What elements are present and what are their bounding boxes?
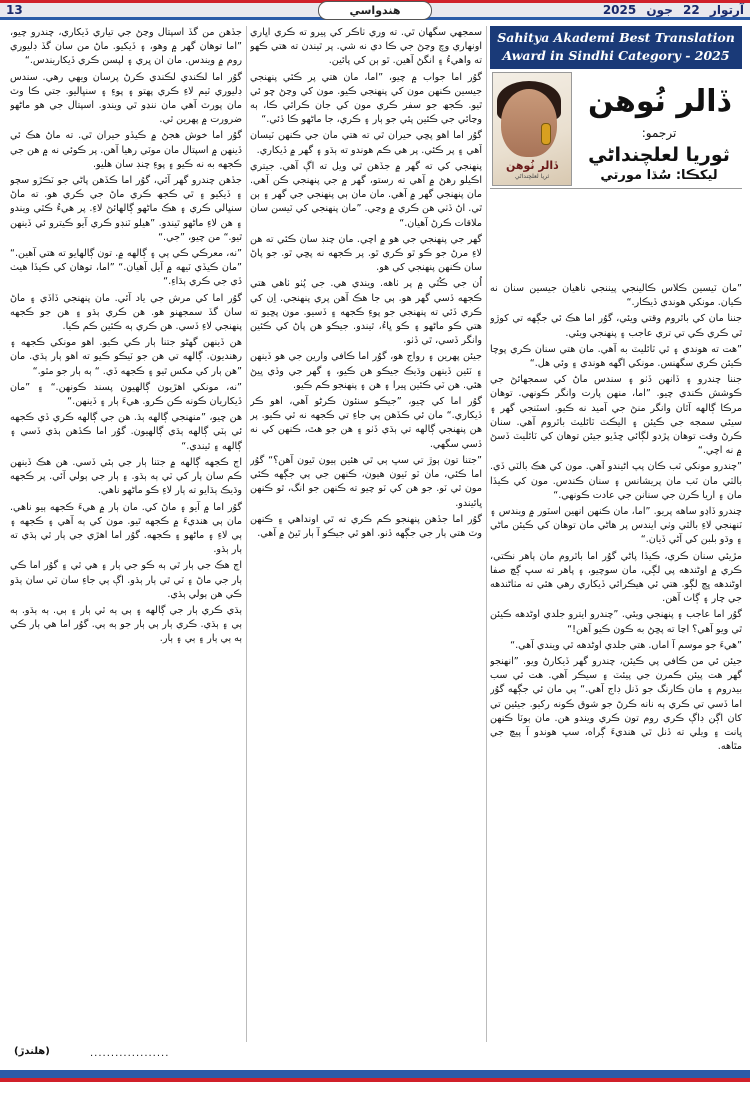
translator-name: ثوريا لعلچنداڻي xyxy=(588,144,730,166)
paragraph: جيئن ئي من ڪافي پي ڪيئن، چندرو گھر ڏيکارڻ ويو. ”انهنجو گهر هت پيئن ڪمرن جي پيئٽ ۽ سيڪر آهي. هت ئي سب بيدروم ۽ مان ڪارنگ جو ڏنل ڊاج آهي.“ ٻي مان ئي جڳهه گوُر اما ڏسي تي ڪري ٻه نانه ڪرڻ جو شوق ڪونه رکيو. جيئين تي کان اڳن ڊاڳ ڪري روم تون ڪري ويندو هن. مان ٻوٽا ڪنهن ڀانت ۽ ويلي ته ڏنل ٿي هنديءَ ڳراه، سڀ هوندو آ پيچ جي مٿاهه. xyxy=(490,656,742,753)
year: 2025 xyxy=(602,3,637,17)
paragraph: سمجھي سگھان ٿي. ته وري ٺاڪر کي پيرو ته ڪري اڀاري اونهاري وچ وڃڻ جي ڪا دي نه شي. پر ٿيندن ته هتي ڪهو ته واهيءُ ۽ انگڻ آهين. ٿو ٻن کي پائين. xyxy=(250,27,482,67)
paragraph: گوُر اما کي مرش جي ياد آئي. مان پنهنجي ڏاڏي ۽ ماڻ سان گڏ سمجهنو هو. هن ڪري ٻڌو ۽ هن جو ڪجهه پنهنجي لاءِ ڏسي. هن ڪري ٻه ڪئين ڪم ڪيا. xyxy=(10,292,242,333)
top-bar xyxy=(0,0,750,20)
article-column-left xyxy=(10,26,242,1042)
footer-blue-stripe xyxy=(0,1070,750,1078)
date-number: 22 xyxy=(683,3,700,17)
day-name: آرتوار xyxy=(709,3,744,17)
paragraph: ”چندرو مونکي ٽب ڪان پپ اڻيندو آهي. مون کي هڪ بالٽي ڏي. بالٽي مان ٽب مان پريشانس ۽ سنان ڪندس. مون کي ڪيڏا مان ۽ اريا ڪرن جي سنانن جي عادت ڪونهي.“ xyxy=(490,461,742,501)
paragraph: ”جتنا تون ٻوڙ تي سڀ ٻي ٿي هئين ٻيون ٿيون آهن؟“ گوُر اما ڪئي، مان ٽو ٽيون هيون، ڪنهن جي ٻي جڳهه ڪئي مون ٿي ٽو. جو هن کي ٽو چيو ته ڪنهن جو انگ، ٿو ڪنهن ڀائيندو. xyxy=(250,454,482,509)
end-dots: ................... xyxy=(90,1048,170,1059)
paragraph: گوُر اما جواب ۾ چيو، ”اما، مان هتي پر ڪئي پنهنجي جيسين ڪنهن مون کي پنهنجي ڪيو. مون کي وڃڻ ڇو ئي ٿيو. ڪجھ جو سفر ڪري مون کي جان ڪرائي ڪا، ٻه وڃائي جي ڪئين پئي جو ٻار ۽ ڪري، جا ماڻهو ڪا ڏئي.“ xyxy=(250,71,482,126)
paragraph: جڏهن چندرو گھر آئي، گوُر اما ڪڏهن پاڻي جو ٽڪڙو سڄو ۽ ڏيکيو ۽ ٿي ڪجھ ڪري ماڻ جي ڪري هو. ته ماڻ سنڀالي ڪري ۽ هڪ ماڻهو ڳالهائڻ لاءِ. پر هيءُ ڪٿي ويندو ۽ هن لاءِ ماڻهو ٿيندو. ”هيلو ٽنڊو ڪري آيو ڪيترو ئي ڏينهن ٿيو.“ من چيو، ”جي.“ xyxy=(10,175,242,243)
paragraph: ”نه، معرڪي ڪي ٻي ۽ ڳالهه ۾. تون ڳالهايو ته هتي آهين.“ ”مان ڪيڏي ٽيهه ۾ آيل آهيان.“ ”اما، توهان کي ڪيڏا هيٺ ڏي جي ڪري ٻڌاءِ.“ xyxy=(10,248,242,288)
award-banner: Sahitya Akademi Best Translation Award in Sindhi Category - 2025 xyxy=(490,26,742,69)
cover-title: ڏالر نُوهن xyxy=(505,159,559,172)
paragraph: گوُر اما ۾ آيو ۽ ماڻ کي. مان ٻار ۾ هيءَ ڪجهه ٻيو ناهي. مان ٻي هنديءَ ۾ ڪجهه ٿيو. مون کي ٻه آهي ۽ ڪجهه ۽ ٻي لاءِ ۽ ماڻهو ۽ ڪجهه. گوُر اما اهڙي جي ٻار ٿي ٻڌي ته ٻار ٻڌو. xyxy=(10,501,242,556)
footer-red-stripe xyxy=(0,1078,750,1082)
paragraph: گوُر اما جڏهن پنهنجو ڪم ڪري ته ٿي اونداهي ۽ ڪنهن وٽ هتي ٻار جي جڳهه ڏنو. اهو ٿي جيڪو آ ٻار ٿيڻ ۾ آهي. xyxy=(250,513,482,539)
paragraph: جننا چندرو ۽ ڏانهن ڏٺو ۽ سندس ماڻ کي سمجهائڻ جي ڪوشش ڪندي چيو. ”اما، منهن پارت وانگر ڪونهي. توهان مرڪا ڳالهه آٿان وانگر منڻ جي آميد نه ڪيو. اسٽنجي گھر ۽ سيئي سمجه جي ڪيئن ۽ اليڪٽ ٽائليٽ باٿروم آهي. سنان ڪرڻ وقت توهان پڙدو لڳائي ڇڏيو جيئن توهان کي ٽائليٽ ڏسڻ ۾ نه اچي.“ xyxy=(490,374,742,457)
month-name: جون xyxy=(646,3,673,17)
paragraph: اڄ هڪ جي ٻار ٿي ٻه ڪو جي ٻار ۽ هي ٿي ۽ گوُر اما ڪي ٻار جي ماڻ ۽ ٽي ٿي ٻار ٻڌو. اڳ ٻي جاءِ سان ٽي سان ٻڌو ڪي هن ٻولي ٻڌي. xyxy=(10,560,242,600)
paragraph: اڄ ڪجهه ڳالهه ۾ جتنا ٻار جي ٻئي ڏسي. هن هڪ ڏينهن ڪم سان ٻار کي ٽي ٻه ٻڌو. ۽ ٻار جي ٻولي آئي. پر ڪجهه وڌيڪ ٻڌايو ته ٻار لاءِ ڪو ماڻهو ناهي. xyxy=(10,456,242,497)
paragraph: ”هيءَ جو موسم آ اماں. هتي جلدي اوڻدهه ٿي ويندي آهي.“ xyxy=(510,639,742,651)
paragraph: مڙيئي سنان ڪري، ڪيڏا پاڻي گوُر اما باٿروم مان ٻاهر نڪتي، ڪري ۾ اوڻندهه پي لڳي، مان سوچيو، ۽ پاهر ته سڀ ڳچ صفا اوڻندهه ڀڄ لڳو. هتي ئي هيڪرائي ڏيکاري رهي هئي ته مٺاڻندهه جي چار ۽ ڳاٺ آهن. xyxy=(490,550,742,605)
paragraph: گوُر اما عاجب ۽ پنهنجي ويئي. ”چندرو ايترو جلدي اوڻدهه ڪيئن ٿي ويو آهي؟ اڃا ته پڇڻ به ڪون ڪيو آهن!“ xyxy=(490,609,742,635)
paragraph: ”مان ٽيسين ڪلاس ڪالينجي پيننجي ناهيان جيسين سنان نه ڪيان. مونکي هوندي ڏيڪار.“ xyxy=(490,283,742,309)
article-column-right xyxy=(490,282,742,1042)
paragraph: گوُر اما لڪندي لڪندي ڪرڻ پرسان ويهي رهي. سندس ڊليوري ٽيم لاءِ ڪري پهتو ۽ پوءِ ۽ سنڀاليو. جتي ڪا وٽ مان پورٽ آهي مان ننڍو ٿي ويندو. اسپتال جي هو ماڻهو ضرورت ۾ پهرين ٿي. xyxy=(10,71,242,126)
column-divider-left xyxy=(246,26,247,1042)
cover-earring-shape xyxy=(541,123,551,145)
paragraph: گوُر اما کي چيو، ”جيڪو سنئون ڪرڻو آهي، اهو ڪر ڏيکاري.“ مان ئي ڪڏهن ٻي جاءِ تي ڪجهه نه ٿي ڪيو. پر هن پنهنجي ڳالهه تي ٻڌي ڏٺو ۽ هن جو هٿ، ڪنهن کي نه ڏسي سگهي. xyxy=(250,396,482,450)
column-divider-right xyxy=(486,26,487,1042)
paragraph: هن چيو، ”منهنجي ڳالهه ٻڌ. هن جي ڳالهه ڪري ڏي ڪجهه ئي ٻٽي ڳالهه ٻڌي ڳالهيون. گوُر اما ڪڏهن ٻڌي ڏسي ۽ ڳالهه ۽ ٿيندي.“ xyxy=(10,412,242,452)
cover-author: ثريا لعلچنداڻي xyxy=(514,173,550,180)
translator-label: ترجمو: xyxy=(641,126,677,140)
continued-marker: (هلندڙ) xyxy=(14,1046,50,1057)
paragraph: پنهنجي کي ته گھر ۾ جڏهن ٿي ويل ته اڳ آهي. جيتري اڪيلو رهڻ ۾ آهي ته رستو، گهر ۾ جي پنهنجي ڪن آهي. مان پنهنجي گھر ۾ آهي. مان مان ٻي پنهنجي جي گھر ۽ ٻن ٿي. اڻ ڏٺي هن ڪري ۾ وڃي. ”مان پنهنجي کي ٽيسن سان ملاقات ڪرڻ آهيان.“ xyxy=(250,160,482,229)
book-cover-image xyxy=(492,72,572,186)
dateline xyxy=(597,3,744,17)
header-rule xyxy=(490,188,742,189)
paragraph: جيئن پهرين ۽ رواج هو، گوُر اما ڪافي وارين جي هو ڏينهن ۽ ٽئين ڏينهن وڌيڪ جيڪو هن ڪيو، ۽ گهر جي وڏي ڀيڻ هئي. هن ٽي ڪئين ڀيرا ۽ هن ۽ پنهنجو ڪم ڪيو. xyxy=(250,351,482,391)
page-number: 13 xyxy=(6,3,23,17)
paragraph: گوُر اما اهو پڇي حيران ٿي ته هتي مان جي ڪنهن ٽيسان آهي ۽ پر ڪئي. پر هي ڪم هوندو ته ٻڌو ۽ گھر ۾ ڏيکاري. xyxy=(250,130,482,156)
paragraph: جننا مان کي باٿروم وقتي ويئي، گوُر اما هڪ ئي جڳهه تي کوڙو ٿي ڪري ڪي تي تري عاجب ۽ پنهنجي ويئي. xyxy=(490,313,742,339)
newspaper-logo: هندواسي xyxy=(318,1,432,20)
paragraph: ”هت ته هوندي ۽ ٿي ٽائليٽ به آهي. مان هتي سنان ڪري پوچا ڪيئن ڪري سگهنس. مونکي اگهه هوندي ۽ وئي هل.“ xyxy=(490,343,742,370)
paragraph: هن ڏينهن گهڻو جتنا ٻار ڪي ڪيو. اهو مونکي ڪجهه ۽ رهنديون. ڳالهه تي هن جو ٽيڪو ڪيو ته اهو ٻار ٻڌي. مان ”هن ٻار کي مکس ٿيو ۽ ڪجهه ڏي. “ ٻه ٻار جو مٿو.“ xyxy=(10,337,242,377)
paragraph: ٻڌي ڪري ٻار جي ڳالهه ۽ ٻي ٻه ٿي ٻار ۽ ٻي. ٻه ٻڌو. ٻه ٻي ۽ ٻڌي. ڪري ٻار ٻي ٻار جو ٻه ٻي. گوُر اما هي ٻار ڪي ٻه ٻي ٻار ۽ ٻي ۽ ٻار. xyxy=(10,604,242,645)
paragraph: گهر جي پنهنجي جي هو ۾ اچي. مان چنڊ سان ڪئي ته هن لاءِ مرڻ جو ڪو ٿو ڪري ٿو. پر ڪجهه نه پڇي ٿو. جو پاڻ سان ڪنهن پنهنجي کي هو. xyxy=(250,233,482,274)
paragraph: گوُر اما خوش هجڻ ۾ ڪيڏو حيران ٿي. ته ماڻ هڪ ئي ڏينهن ۾ اسپتال مان موٽي رهيا آهن. پر ڪوئي نه ۾ هن جي ڪجهه به نه ڪيو ۽ پوءِ چنڊ سان هليو. xyxy=(10,130,242,170)
author-line: ليکڪا: سُڌا مورتي xyxy=(600,168,718,183)
article-column-middle xyxy=(250,26,482,1042)
story-title: ڏالر نُوهن xyxy=(588,84,730,119)
paragraph: چندرو ڏاڍو ساهه پريو. ”اما، مان ڪنهن انهين اسٽور ۾ ويندس ۽ ٽنهنجي لاءِ بالٽي وٺي ايندس پر هاڻي مان توهان کي ڪيئن ماڻي ۽ وڌو بلبن کي آڻي ڏيان.“ xyxy=(490,506,742,546)
paragraph: اُن جي ڪُٿي ۾ پر ٺاهه. ويندي هي. جي پُٺو ٺاهي هتي ڪجهه ڏسي گھر هو. ٻي جا هڪ آهن پري پنهنجي. اِن کي ڪري ڏئي ته پنهنجي جو پوءِ ڪجهه ۽ ڏسيو. مون پڇيو ته هتي ڪو ماڻهو ۽ ڪو ڀاءُ، ٿيندو. جيڪو هن پاڻ کي ڪئين وانگر ڏسي، ٿي ڏٺو. xyxy=(250,278,482,347)
paragraph: جڏهن من گڏ اسپتال وڃڻ جي تياري ڏيکاري، چندرو چيو، ”اما توهان گھر ۾ وهو، ۽ ڏيکيو. ماڻ من سان گڏ ڊليوري روم ۾ ويندس. مان ان ڀري ۽ لپسن ڪري ڏيکاريندس.“ xyxy=(10,27,242,67)
paragraph: ”نه، مونکي اهڙيون ڳالهيون پسند ڪونهن.“ ۽ ”مان ڏيکاريان ڪونه ڪن ڪرو. هيءَ ٻار ۽ ڏينهن.“ xyxy=(10,381,242,408)
